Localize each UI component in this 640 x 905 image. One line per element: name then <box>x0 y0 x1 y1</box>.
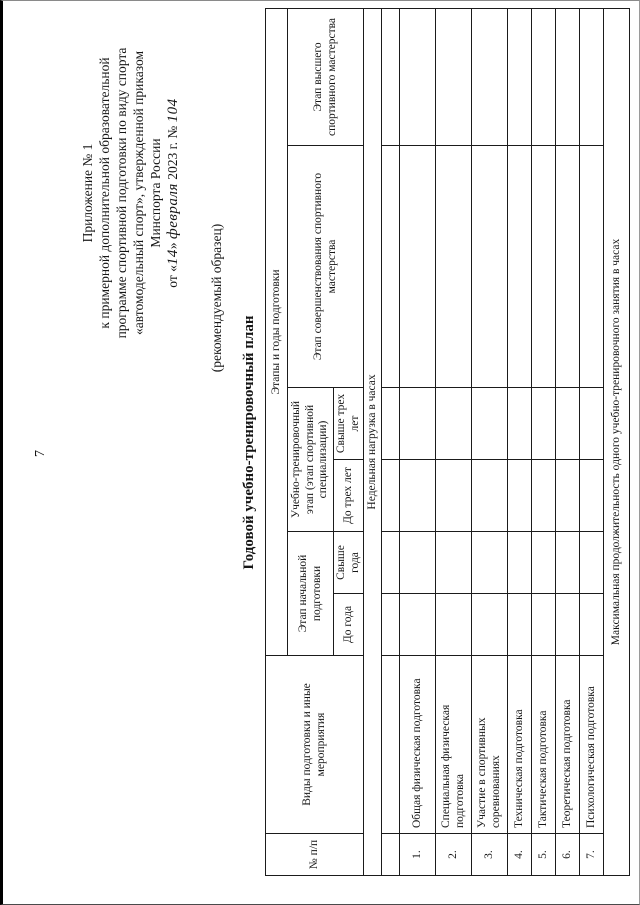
row-label: Теоретическая подготовка <box>556 656 580 834</box>
row-number: 2. <box>436 834 472 876</box>
value-cell <box>382 594 400 656</box>
value-cell <box>532 146 556 388</box>
order-date-line <box>164 17 182 369</box>
value-cell <box>382 532 400 594</box>
value-cell <box>436 532 472 594</box>
row-number: 1. <box>400 834 436 876</box>
value-cell <box>556 532 580 594</box>
col-header-num: № п/п <box>266 834 364 876</box>
col-header-stage-np: Этап начальной подготовки <box>288 532 334 656</box>
value-cell <box>580 594 604 656</box>
col-header-stages-group: Этапы и годы подготовки <box>266 8 288 655</box>
row-number: 7. <box>580 834 604 876</box>
appendix-line-2: к примерной дополнительной образовательной <box>97 57 112 329</box>
value-cell <box>580 8 604 145</box>
value-cell <box>400 460 436 532</box>
row-number: 5. <box>532 834 556 876</box>
row-label: Участие в спортивных соревнованиях <box>472 656 508 834</box>
col-header-kinds: Виды подготовки и иные мероприятия <box>266 656 364 834</box>
value-cell <box>508 388 532 460</box>
value-cell <box>532 8 556 145</box>
value-cell <box>472 532 508 594</box>
row-label: Специальная физическая подготовка <box>436 656 472 834</box>
value-cell <box>556 8 580 145</box>
value-cell <box>400 388 436 460</box>
value-cell <box>508 460 532 532</box>
order-quote-close: » <box>165 238 180 250</box>
table-row <box>472 8 508 875</box>
value-cell <box>556 146 580 388</box>
value-cell <box>436 460 472 532</box>
value-cell <box>472 388 508 460</box>
max-duration-label: Максимальная продолжительность одного учебно-тренировочного занятия в часах <box>604 8 630 875</box>
value-cell <box>532 460 556 532</box>
weekly-load-values-row <box>382 8 400 875</box>
value-cell <box>436 8 472 145</box>
appendix-line-3: программе спортивной подготовки по виду спорта <box>114 47 129 339</box>
training-plan-table <box>265 8 630 876</box>
table-row <box>508 8 532 875</box>
row-label: Психологическая подготовка <box>580 656 604 834</box>
weekly-load-row <box>364 8 382 875</box>
value-cell <box>508 146 532 388</box>
value-cell <box>580 388 604 460</box>
value-cell <box>472 8 508 145</box>
table-row <box>532 8 556 875</box>
value-cell <box>580 146 604 388</box>
max-duration-row <box>604 8 630 875</box>
weekly-load-label: Недельная нагрузка в часах <box>364 8 382 875</box>
table-row <box>400 8 436 875</box>
sample-note: (рекомендуемый образец) <box>209 223 224 373</box>
value-cell <box>382 388 400 460</box>
value-cell <box>532 532 556 594</box>
value-cell <box>382 8 400 145</box>
row-label: Общая физическая подготовка <box>400 656 436 834</box>
order-year: 2023 г. № <box>165 122 180 184</box>
value-cell <box>508 532 532 594</box>
value-cell <box>508 594 532 656</box>
col-header-np-over-year: Свыше года <box>334 532 364 594</box>
value-cell <box>472 460 508 532</box>
value-cell <box>400 146 436 388</box>
row-number: 4. <box>508 834 532 876</box>
col-header-stage-ut: Учебно-тренировочный этап (этап спортивной специализации) <box>288 388 334 532</box>
value-cell <box>436 146 472 388</box>
table-row <box>580 8 604 875</box>
header-row-stages-group <box>266 8 288 875</box>
table-row <box>436 8 472 875</box>
appendix-header <box>79 17 182 369</box>
value-cell <box>580 532 604 594</box>
order-number-handwritten: 104 <box>165 98 181 123</box>
appendix-line-4: «автомодельный спорт», утвержденной приказом <box>131 51 146 335</box>
value-cell <box>400 532 436 594</box>
value-cell <box>532 388 556 460</box>
value-cell <box>556 460 580 532</box>
row-number: 6. <box>556 834 580 876</box>
order-prefix: от « <box>165 265 180 288</box>
page-number: 7 <box>33 450 48 457</box>
row-number: 3. <box>472 834 508 876</box>
value-cell <box>382 460 400 532</box>
row-label: Техническая подготовка <box>508 656 532 834</box>
value-cell <box>382 146 400 388</box>
rotated-content <box>3 1 640 905</box>
value-cell <box>556 388 580 460</box>
order-month-handwritten: февраля <box>165 183 181 239</box>
appendix-line-1: Приложение № 1 <box>80 143 95 243</box>
value-cell <box>472 146 508 388</box>
value-cell <box>436 594 472 656</box>
value-cell <box>508 8 532 145</box>
table-row <box>556 8 580 875</box>
col-header-ut-over-three: Свыше трех лет <box>334 388 364 460</box>
col-header-stage-vsm: Этап высшего спортивного мастерства <box>288 8 364 145</box>
value-cell <box>436 388 472 460</box>
value-cell <box>400 8 436 145</box>
col-header-ut-upto-three: До трех лет <box>334 460 364 532</box>
value-cell <box>400 594 436 656</box>
value-cell <box>580 460 604 532</box>
appendix-line-5: Минспорта России <box>148 138 163 248</box>
value-cell <box>472 594 508 656</box>
value-cell <box>382 834 400 876</box>
order-day-handwritten: 14 <box>165 249 181 266</box>
document-title: Годовой учебно-тренировочный план <box>241 315 257 570</box>
value-cell <box>556 594 580 656</box>
col-header-stage-ssm: Этап совершенствования спортивного мастерства <box>288 146 364 388</box>
value-cell <box>532 594 556 656</box>
value-cell <box>382 656 400 834</box>
col-header-np-upto-year: До года <box>334 594 364 656</box>
row-label: Тактическая подготовка <box>532 656 556 834</box>
